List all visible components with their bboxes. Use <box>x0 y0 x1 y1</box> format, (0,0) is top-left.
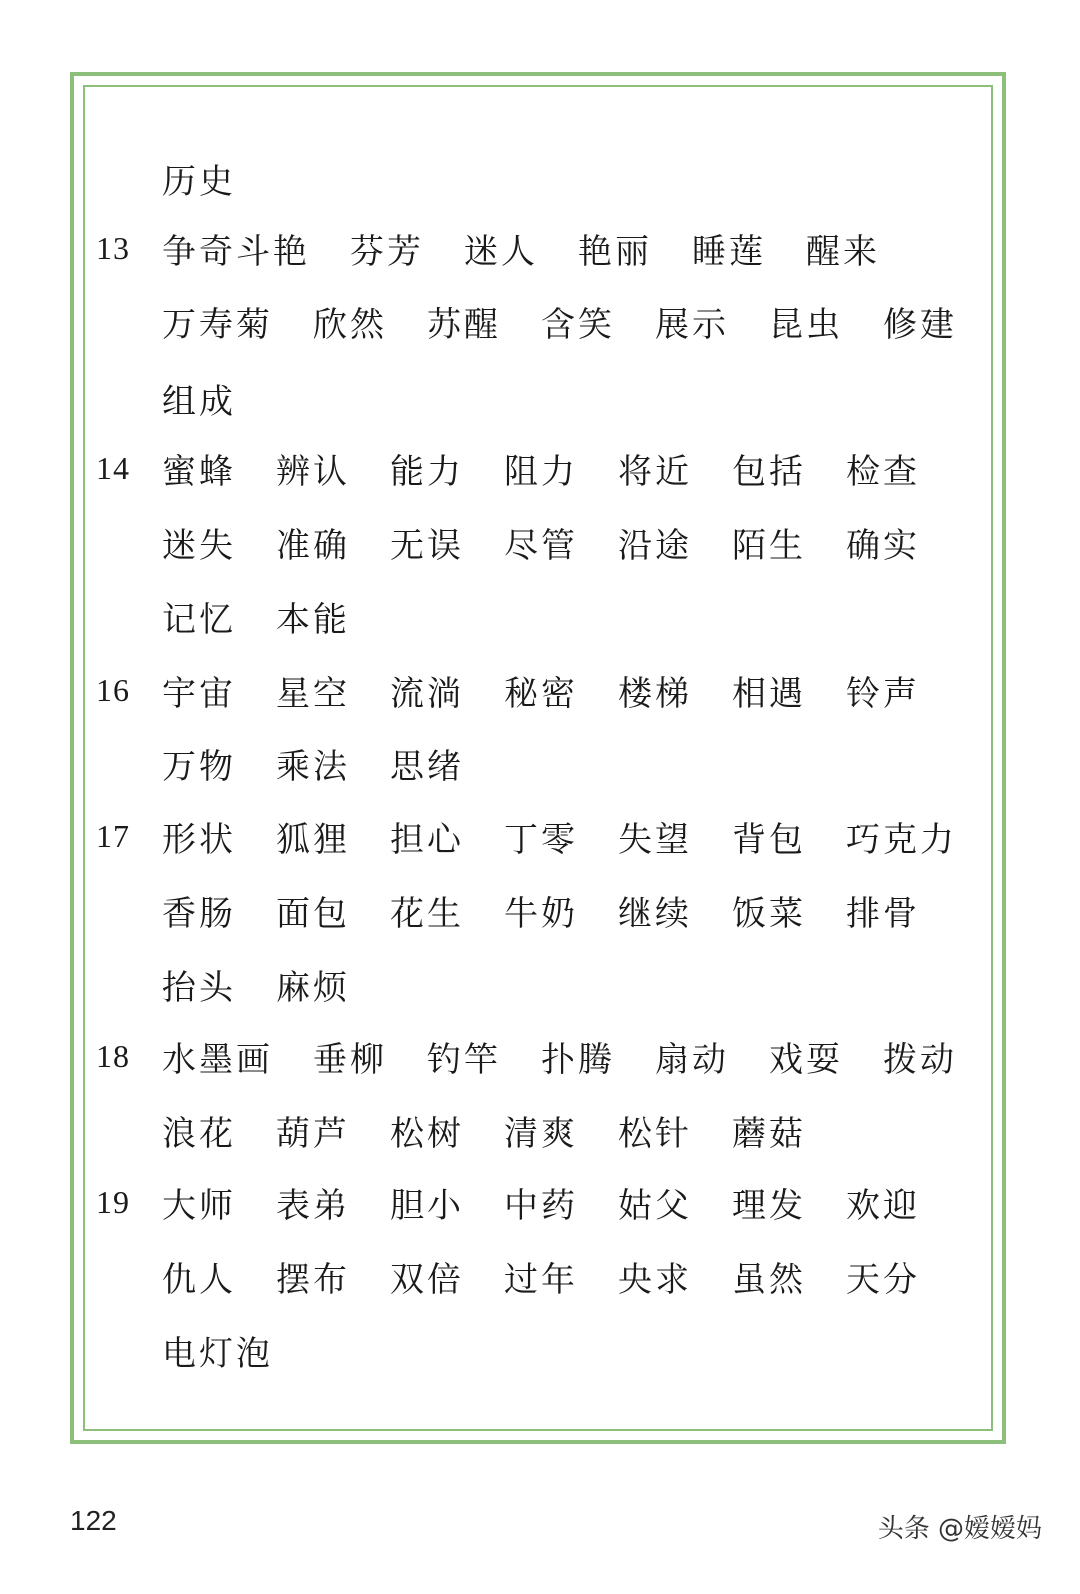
vocab-word: 垂柳 <box>313 1039 387 1080</box>
vocab-word: 形状 <box>162 819 236 860</box>
vocab-word: 松针 <box>618 1113 692 1154</box>
vocab-word: 检查 <box>846 451 920 492</box>
word-group <box>162 1032 997 1081</box>
vocab-word: 继续 <box>618 893 692 934</box>
vocab-word: 摆布 <box>276 1259 350 1300</box>
vocab-word: 昆虫 <box>769 304 843 345</box>
vocab-word: 饭菜 <box>732 893 806 934</box>
vocab-word: 阻力 <box>504 451 578 492</box>
word-group <box>162 592 390 641</box>
vocab-word: 担心 <box>390 819 464 860</box>
vocab-word: 仇人 <box>162 1259 236 1300</box>
vocab-word: 宇宙 <box>162 673 236 714</box>
vocab-word: 无误 <box>390 525 464 566</box>
word-group <box>162 374 276 423</box>
vocab-word: 松树 <box>390 1113 464 1154</box>
vocab-word: 辨认 <box>276 451 350 492</box>
vocab-word: 过年 <box>504 1259 578 1300</box>
vocab-word: 姑父 <box>618 1185 692 1226</box>
word-group <box>162 886 960 935</box>
lesson-number: 19 <box>96 1183 130 1220</box>
vocab-word: 艳丽 <box>578 231 652 272</box>
vocab-word: 欢迎 <box>846 1185 920 1226</box>
word-group <box>162 1178 960 1227</box>
word-group <box>162 1252 960 1301</box>
vocab-word: 相遇 <box>732 673 806 714</box>
word-group <box>162 297 997 346</box>
vocab-word: 抬头 <box>162 967 236 1008</box>
word-group <box>162 1106 846 1155</box>
lesson-number: 16 <box>96 671 130 708</box>
vocab-word: 苏醒 <box>427 304 501 345</box>
lesson-number: 17 <box>96 817 130 854</box>
vocab-word: 秘密 <box>504 673 578 714</box>
vocab-word: 思绪 <box>390 746 464 787</box>
vocab-word: 迷人 <box>464 231 538 272</box>
vocab-word: 修建 <box>883 304 957 345</box>
vocab-word: 争奇斗艳 <box>162 231 310 272</box>
vocab-word: 排骨 <box>846 893 920 934</box>
vocab-word: 记忆 <box>162 599 236 640</box>
vocab-word: 拨动 <box>883 1039 957 1080</box>
vocab-word: 组成 <box>162 381 236 422</box>
vocab-word: 尽管 <box>504 525 578 566</box>
lesson-number: 14 <box>96 449 130 486</box>
vocab-word: 虽然 <box>732 1259 806 1300</box>
vocab-word: 双倍 <box>390 1259 464 1300</box>
vocab-word: 理发 <box>732 1185 806 1226</box>
vocab-word: 面包 <box>276 893 350 934</box>
vocab-word: 蘑菇 <box>732 1113 806 1154</box>
vocab-word: 天分 <box>846 1259 920 1300</box>
watermark-text: 头条 @嫒嫒妈 <box>877 1514 1042 1544</box>
vocab-word: 牛奶 <box>504 893 578 934</box>
vocab-word: 包括 <box>732 451 806 492</box>
vocab-word: 大师 <box>162 1185 236 1226</box>
vocab-word: 睡莲 <box>692 231 766 272</box>
vocab-word: 陌生 <box>732 525 806 566</box>
word-group <box>162 666 960 715</box>
vocab-word: 表弟 <box>276 1185 350 1226</box>
vocab-word: 准确 <box>276 525 350 566</box>
vocab-word: 醒来 <box>806 231 880 272</box>
word-group <box>162 739 504 788</box>
vocab-word: 芬芳 <box>350 231 424 272</box>
vocab-word: 水墨画 <box>162 1039 273 1080</box>
vocab-word: 花生 <box>390 893 464 934</box>
vocab-word: 戏耍 <box>769 1039 843 1080</box>
vocab-word: 香肠 <box>162 893 236 934</box>
vocab-word: 沿途 <box>618 525 692 566</box>
vocab-word: 欣然 <box>313 304 387 345</box>
vocab-word: 清爽 <box>504 1113 578 1154</box>
word-group <box>162 154 276 203</box>
vocab-word: 含笑 <box>541 304 615 345</box>
vocab-word: 电灯泡 <box>162 1333 273 1374</box>
lesson-number: 13 <box>96 229 130 266</box>
vocab-word: 本能 <box>276 599 350 640</box>
vocab-word: 万寿菊 <box>162 304 273 345</box>
vocab-word: 背包 <box>732 819 806 860</box>
vocab-word: 乘法 <box>276 746 350 787</box>
vocab-word: 万物 <box>162 746 236 787</box>
vocab-word: 星空 <box>276 673 350 714</box>
vocab-word: 胆小 <box>390 1185 464 1226</box>
vocab-word: 扑腾 <box>541 1039 615 1080</box>
vocab-word: 蜜蜂 <box>162 451 236 492</box>
vocab-word: 浪花 <box>162 1113 236 1154</box>
word-group <box>162 812 997 861</box>
vocab-word: 麻烦 <box>276 967 350 1008</box>
vocab-word: 历史 <box>162 161 236 202</box>
vocab-word: 葫芦 <box>276 1113 350 1154</box>
word-group <box>162 518 960 567</box>
vocab-word: 流淌 <box>390 673 464 714</box>
vocab-word: 迷失 <box>162 525 236 566</box>
vocab-word: 狐狸 <box>276 819 350 860</box>
vocab-word: 能力 <box>390 451 464 492</box>
vocab-word: 中药 <box>504 1185 578 1226</box>
lesson-number: 18 <box>96 1037 130 1074</box>
vocab-word: 巧克力 <box>846 819 957 860</box>
vocab-word: 钓竿 <box>427 1039 501 1080</box>
word-group <box>162 1326 313 1375</box>
word-group <box>162 224 920 273</box>
word-group <box>162 444 960 493</box>
vocab-word: 楼梯 <box>618 673 692 714</box>
vocab-word: 失望 <box>618 819 692 860</box>
word-group <box>162 960 390 1009</box>
vocab-word: 铃声 <box>846 673 920 714</box>
vocab-word: 丁零 <box>504 819 578 860</box>
vocab-word: 确实 <box>846 525 920 566</box>
vocab-word: 央求 <box>618 1259 692 1300</box>
vocab-word: 将近 <box>618 451 692 492</box>
vocab-word: 扇动 <box>655 1039 729 1080</box>
page-number: 122 <box>70 1505 117 1536</box>
vocab-word: 展示 <box>655 304 729 345</box>
